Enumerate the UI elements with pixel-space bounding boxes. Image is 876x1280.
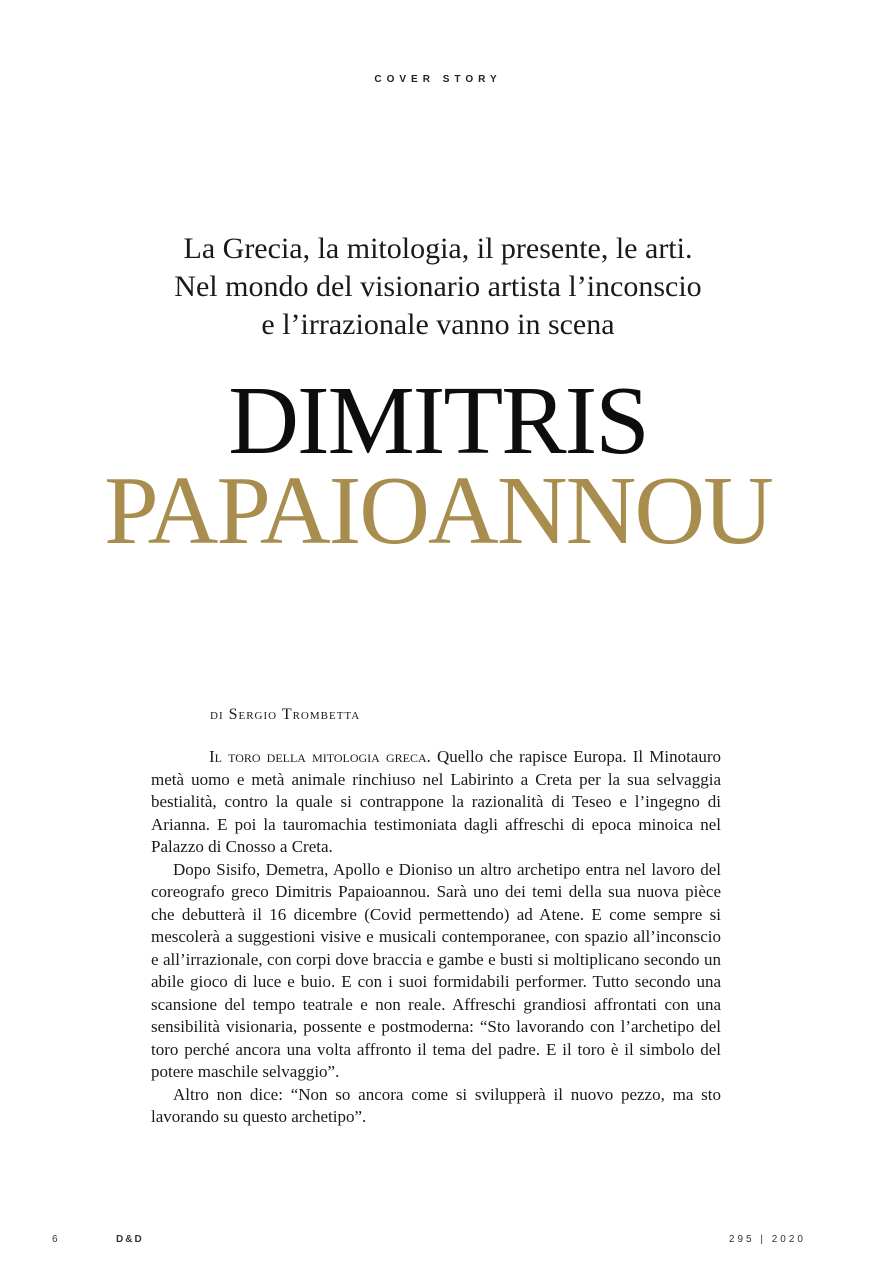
article-body xyxy=(151,746,721,1129)
headline-first-name: DIMITRIS xyxy=(228,367,648,475)
paragraph: Altro non dice: “Non so ancora come si svilupperà il nuovo pezzo, ma sto lavorando su questo archetipo”. xyxy=(151,1084,721,1126)
magazine-name: D&D xyxy=(116,1234,144,1245)
subtitle-line: Nel mondo del visionario artista l’inconscio xyxy=(174,270,702,303)
subtitle-line: e l’irrazionale vanno in scena xyxy=(261,308,615,341)
page-number: 6 xyxy=(52,1234,58,1245)
section-label: COVER STORY xyxy=(374,74,502,85)
article-subtitle xyxy=(100,230,776,344)
byline: di Sergio Trombetta xyxy=(210,706,361,723)
paragraph xyxy=(151,746,721,859)
paragraph-text: Quello che rapisce Europa. Il Minotauro metà uomo e metà animale rinchiuso nel Labirinto a Creta per la sua selvaggia bestialità, contro la quale si contrappone la razionalità di Teseo e l’ingegno di Arianna. E poi la tauromachia testimoniata dagli affreschi di epoca minoica nel Palazzo di Cnosso a Creta. xyxy=(151,747,721,856)
paragraph: Dopo Sisifo, Demetra, Apollo e Dioniso un altro archetipo entra nel lavoro del coreografo greco Dimitris Papaioannou. Sarà uno dei temi della sua nuova pièce che debutterà il 16 dicembre (Covid permettendo) ad Atene. E come sempre si mescolerà a suggestioni visive e musicali contemporanee, con spazio all’inconscio e all’irrazionale, con corpi dove braccia e gambe e busti si moltiplicano secondo un abile gioco di luce e buio. E con i suoi formidabili performer. Tutto secondo una scansione del tempo teatrale e non reale. Affreschi grandiosi affrontati con una sensibilità visionaria, possente e postmoderna: “Sto lavorando con l’archetipo del toro perché ancora una volta affronto il tema del padre. E il toro è il simbolo del potere maschile selvaggio”. xyxy=(151,859,721,1081)
lead-in: Il toro della mitologia greca. xyxy=(209,747,431,766)
issue-number: 295 | 2020 xyxy=(728,1234,806,1245)
subtitle-line: La Grecia, la mitologia, il presente, le arti. xyxy=(183,232,693,265)
headline-last-name: PAPAIOANNOU xyxy=(104,457,772,565)
